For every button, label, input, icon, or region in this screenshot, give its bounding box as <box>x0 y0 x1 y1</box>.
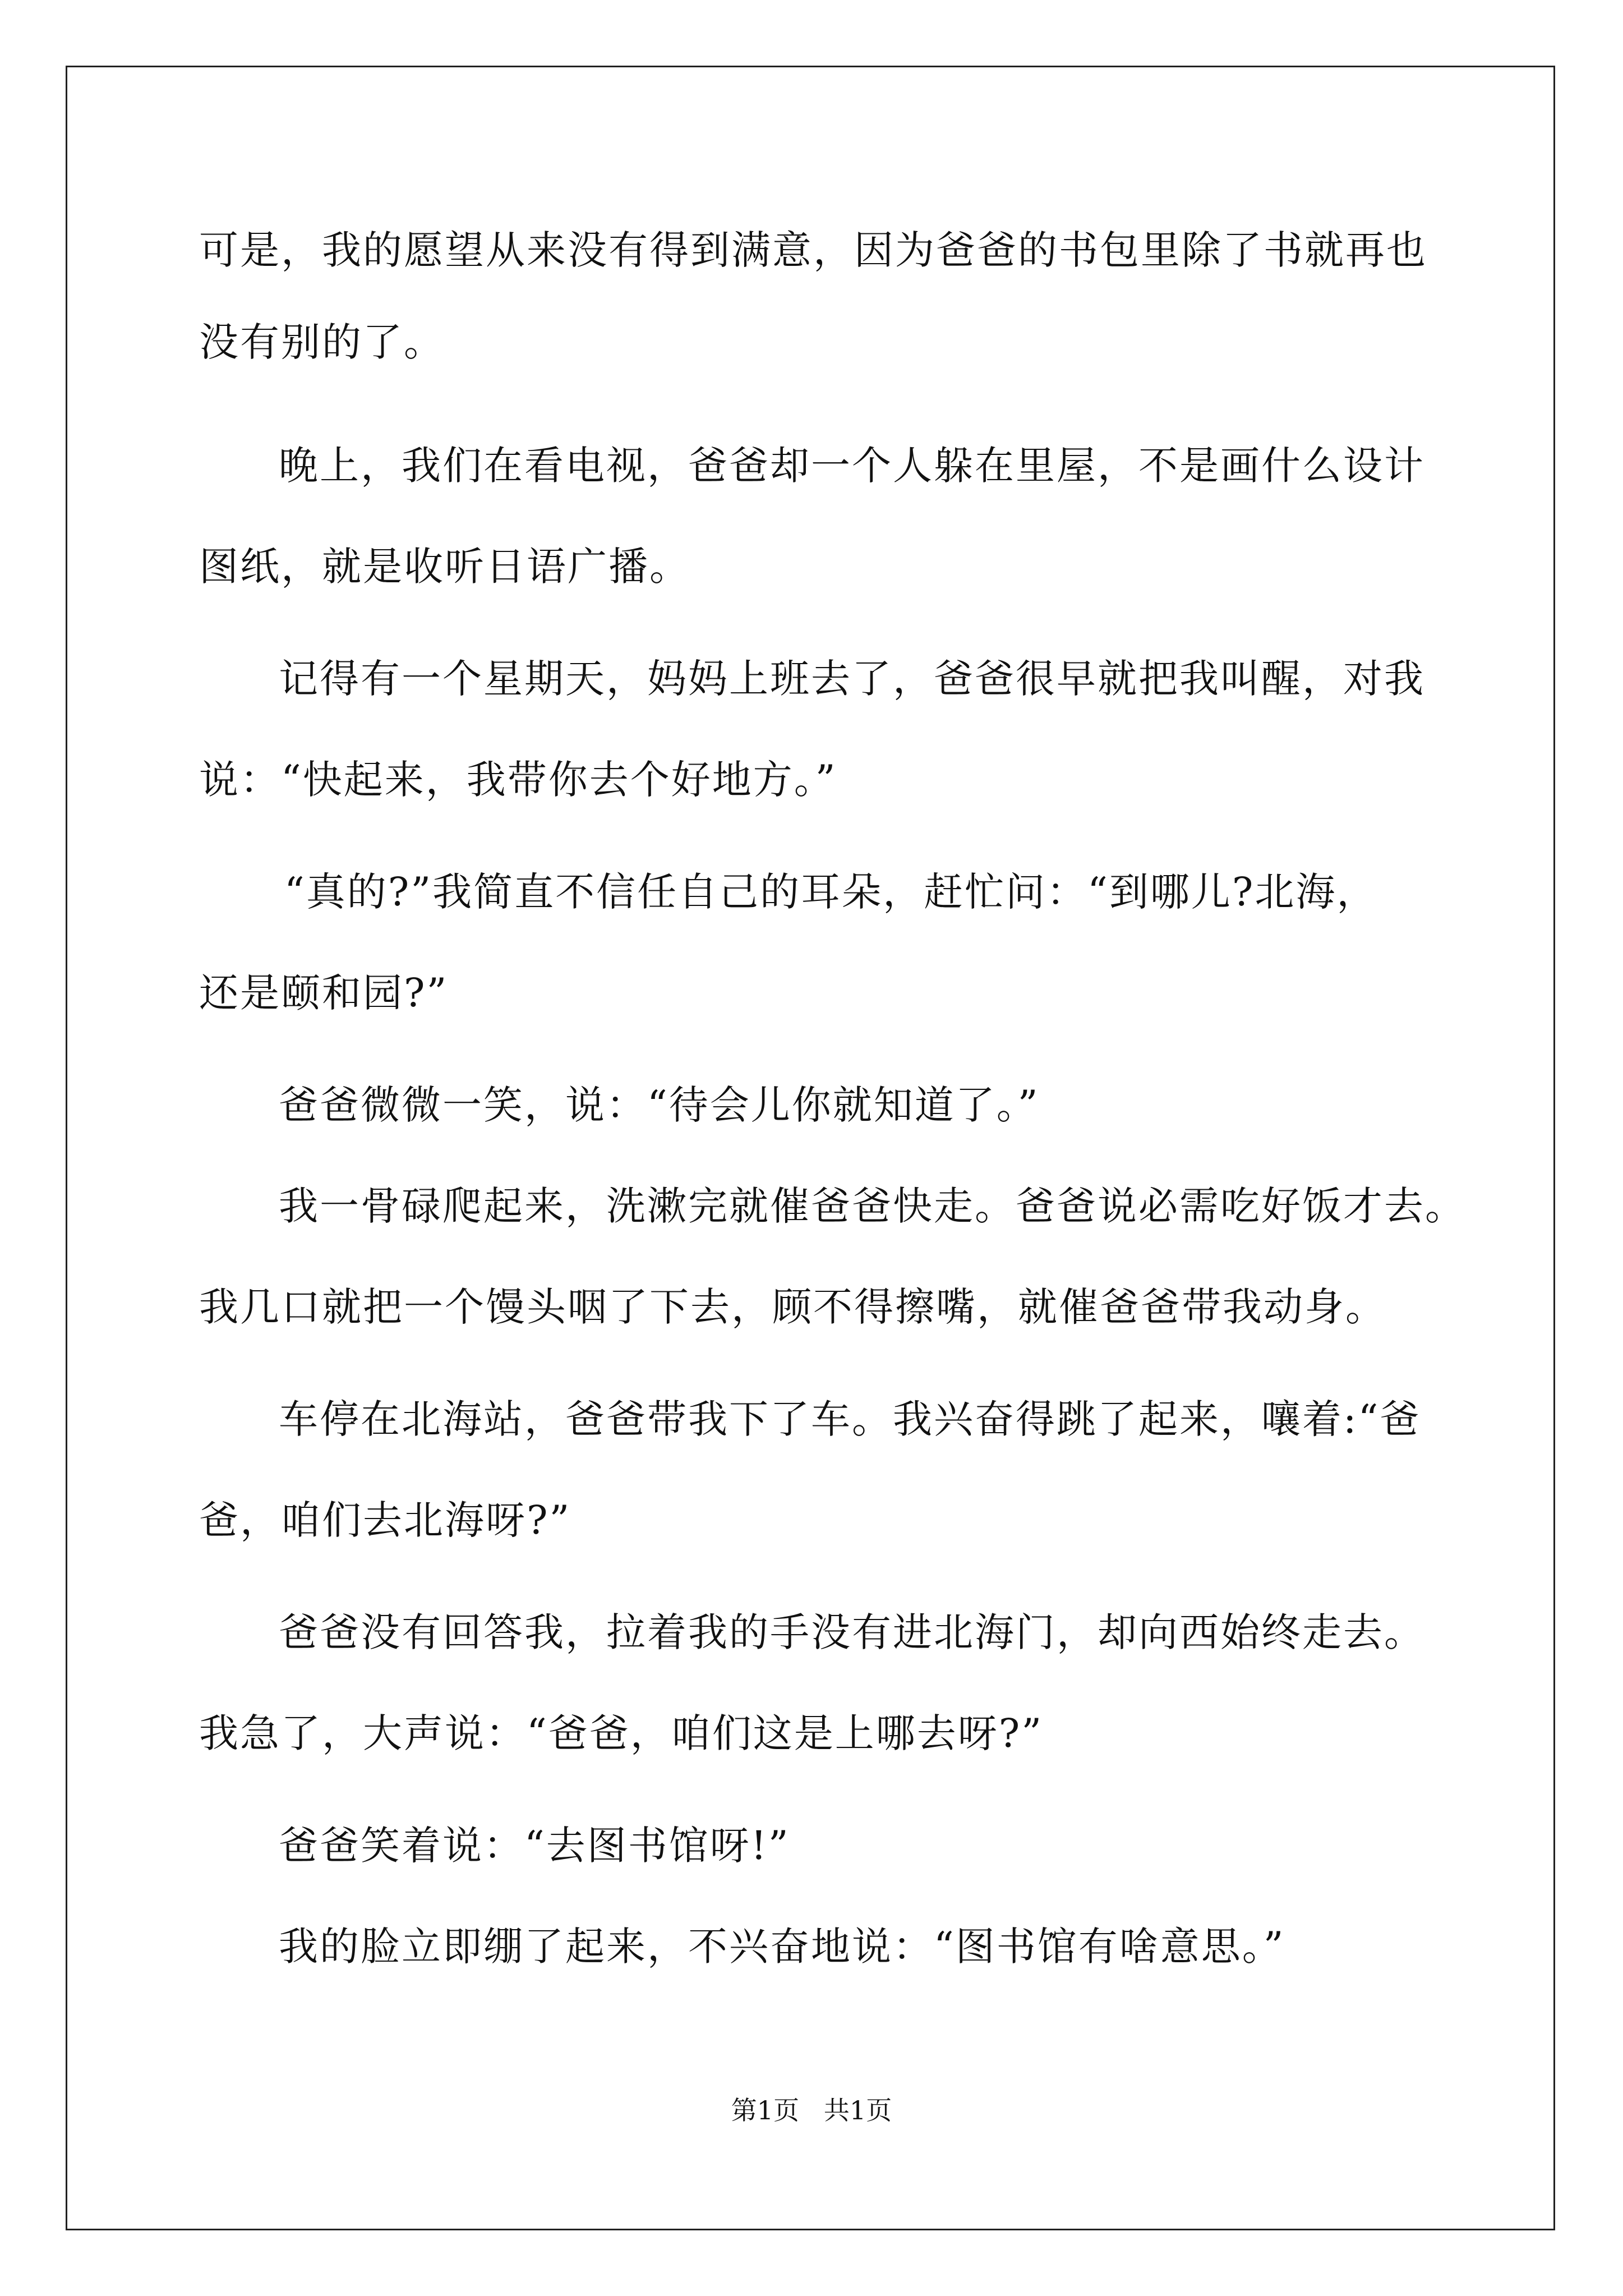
text-line: 爸爸笑着说：“去图书馆呀!” <box>279 1823 790 1869</box>
text-line: 我的脸立即绷了起来，不兴奋地说：“图书馆有啥意思。” <box>279 1924 1285 1970</box>
text-line: 可是，我的愿望从来没有得到满意，因为爸爸的书包里除了书就再也 <box>199 227 1427 273</box>
text-line: 我几口就把一个馒头咽了下去，顾不得擦嘴，就催爸爸带我动身。 <box>199 1284 1386 1330</box>
text-line: 晚上，我们在看电视，爸爸却一个人躲在里屋，不是画什么设计 <box>279 443 1425 489</box>
text-line: “真的?”我简直不信任自己的耳朵，赶忙问：“到哪儿?北海， <box>284 869 1378 915</box>
text-line: 没有别的了。 <box>199 319 445 365</box>
text-line: 爸爸微微一笑，说：“待会儿你就知道了。” <box>279 1082 1040 1128</box>
text-line: 说：“快起来，我带你去个好地方。” <box>199 757 837 803</box>
text-line: 我急了，大声说：“爸爸，咱们这是上哪去呀?” <box>199 1710 1044 1756</box>
page-number-footer: 第1页 共1页 <box>731 2095 892 2125</box>
text-line: 车停在北海站，爸爸带我下了车。我兴奋得跳了起来，嚷着:“爸 <box>279 1396 1421 1442</box>
text-line: 爸爸没有回答我，拉着我的手没有进北海门，却向西始终走去。 <box>279 1609 1425 1655</box>
text-line: 还是颐和园?” <box>199 970 449 1016</box>
text-line: 图纸，就是收听日语广播。 <box>199 544 690 590</box>
text-line: 爸，咱们去北海呀?” <box>199 1497 571 1543</box>
document-body <box>199 0 1466 2296</box>
text-line: 我一骨碌爬起来，洗漱完就催爸爸快走。爸爸说必需吃好饭才去。 <box>279 1183 1466 1229</box>
text-line: 记得有一个星期天，妈妈上班去了，爸爸很早就把我叫醒，对我 <box>279 656 1425 702</box>
